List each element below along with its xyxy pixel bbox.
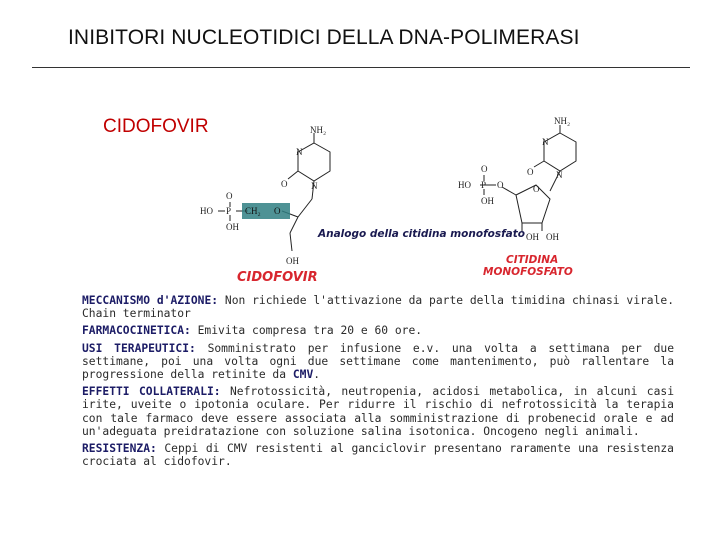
cmp-o-ring-label: O: [527, 167, 534, 177]
cido-ho-label: HO: [200, 206, 213, 216]
citidina-caption-line1: CITIDINA: [506, 254, 559, 266]
section-side-effects: [82, 385, 674, 438]
cmv-highlight: CMV: [292, 368, 314, 382]
cidofovir-structure: [218, 133, 330, 251]
cido-o-link-label: O: [274, 206, 281, 216]
section-label: MECCANISMO d'AZIONE:: [82, 294, 219, 307]
section-body: Nefrotossicità, neutropenia, acidosi metabolica, in alcuni casi irite, uveite o ipotonia oculare. Per ridurre il rischio di nefrotossicità la terapia con tale farmaco deve essere associata alla somministrazione di probenecid orale e ad un'adeguata preidratazione con soluzione salina isotonica. Oncogeno negli animali.: [82, 385, 674, 438]
cmp-nh2-label: NH₂: [554, 116, 571, 126]
section-label: EFFETTI COLLATERALI:: [82, 385, 221, 399]
cmp-o-link-label: O: [497, 180, 504, 190]
cido-p-label: P: [226, 206, 232, 216]
section-label: FARMACOCINETICA:: [82, 324, 191, 338]
cmp-o-sugar-label: O: [533, 184, 540, 194]
cido-o-ring-label: O: [281, 179, 288, 189]
chain-bond-3: [290, 233, 292, 251]
section-body: Somministrato per infusione e.v. una volta a settimana per due settimane, poi una volta ogni due settimane come mantenimento, può rallentare la progressione della retinite da: [82, 341, 674, 382]
chemical-structures: [190, 115, 710, 295]
drug-name-heading: CIDOFOVIR: [103, 116, 209, 137]
cmp-oh-p-label: OH: [481, 196, 494, 206]
cmp-carbonyl-bond: [534, 161, 544, 167]
section-body: Non richiede l'attivazione da parte della timidina chinasi virale. Chain terminator: [82, 294, 675, 321]
cido-oh-tail-label: OH: [286, 256, 299, 266]
section-body: Ceppi di CMV resistenti al ganciclovir presentano raramente una resistenza crociata al cidofovir.: [82, 442, 674, 469]
cmp-oh2-label: OH: [546, 232, 559, 242]
cmp-pyrimidine-ring: [544, 133, 576, 171]
slide-title: INIBITORI NUCLEOTIDICI DELLA DNA-POLIMERASI: [68, 26, 580, 49]
drug-info-text: [82, 294, 674, 472]
title-divider: [32, 67, 690, 68]
analog-caption: Analogo della citidina monofosfato: [318, 228, 525, 240]
cido-nh2-label: NH₂: [310, 125, 327, 135]
section-pharmacokinetics: [82, 324, 674, 337]
cido-n-ring-label: N: [311, 181, 318, 191]
citidina-caption-line2: MONOFOSFATO: [483, 266, 573, 278]
section-therapeutic-uses: [82, 342, 674, 382]
section-resistance: [82, 442, 674, 468]
cmp-o-p-top-label: O: [481, 164, 488, 174]
cmp-ho-label: HO: [458, 180, 471, 190]
cmp-oh1-label: OH: [526, 232, 539, 242]
carbonyl-bond: [288, 171, 298, 179]
cmp-n-ring-label: N: [556, 170, 563, 180]
cidofovir-pyrimidine-ring: [298, 143, 330, 181]
chain-bond-1: [298, 199, 312, 217]
cido-n-top-label: N: [296, 147, 303, 157]
section-tail: .: [313, 368, 321, 382]
section-mechanism: [82, 294, 674, 320]
cido-ch2-label: CH₂: [245, 206, 261, 216]
cido-o-p-top-label: O: [226, 191, 233, 201]
cmp-n-top-label: N: [542, 137, 549, 147]
cidofovir-caption: CIDOFOVIR: [237, 270, 318, 285]
section-label: RESISTENZA:: [82, 442, 157, 456]
chain-bond-2: [290, 217, 298, 233]
cmp-p-label: P: [481, 180, 487, 190]
cmp-ch2-bond: [502, 187, 516, 195]
section-body: Emivita compresa tra 20 e 60 ore.: [190, 324, 423, 338]
section-label: USI TERAPEUTICI:: [82, 341, 196, 355]
cido-oh-p-label: OH: [226, 222, 239, 232]
